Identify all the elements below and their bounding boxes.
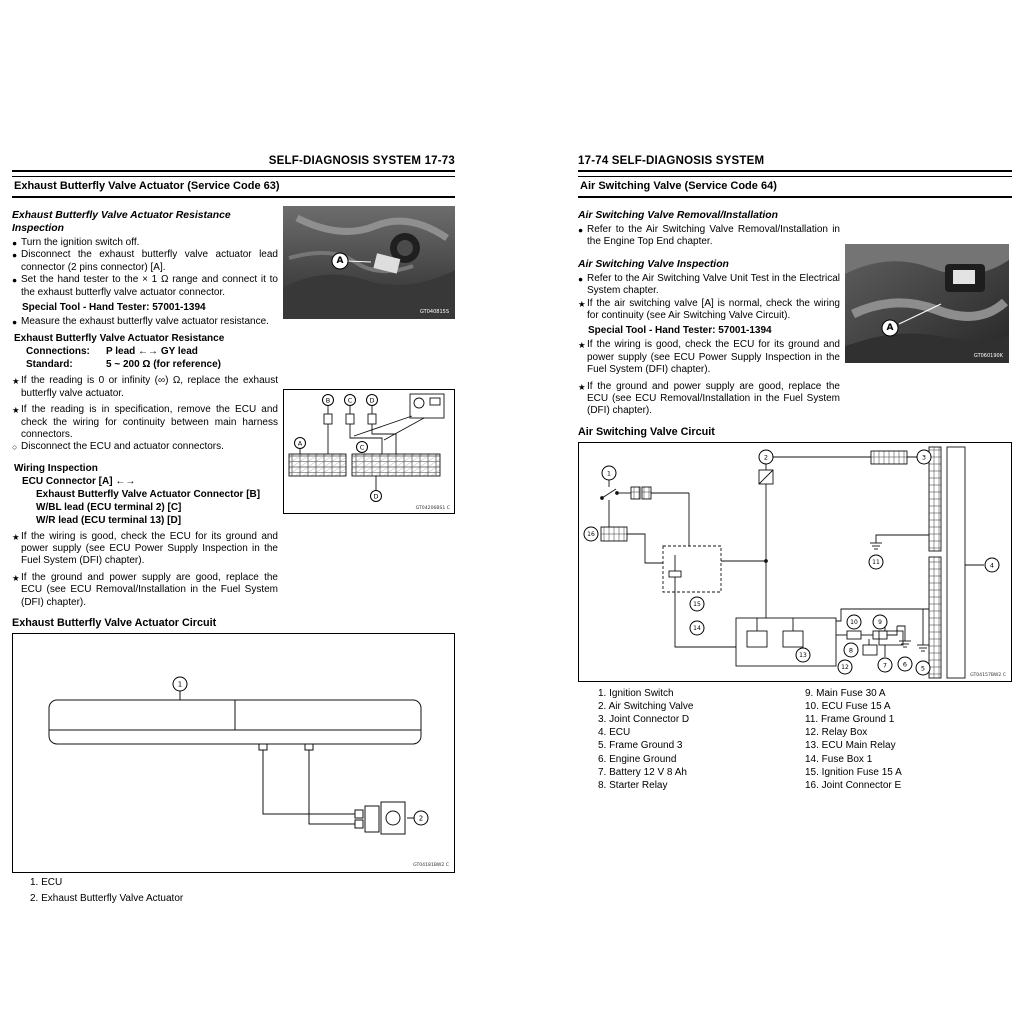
star-marker: ★ [12, 376, 20, 387]
wiring-line-actuator-connector: Exhaust Butterfly Valve Actuator Connector [B] [36, 488, 261, 500]
legend-item: 11. Frame Ground 1 [805, 714, 895, 726]
wiring-line-wr-lead: W/R lead (ECU terminal 13) [D] [36, 514, 182, 526]
step-disconnect-connector: ● Disconnect the exhaust butterfly valve actuator lead connector (2 pins connector) [A]. [12, 249, 278, 273]
svg-text:1: 1 [177, 680, 183, 689]
svg-text:C: C [359, 443, 365, 452]
subsection-valve-inspection: Air Switching Valve Inspection [578, 258, 729, 270]
svg-text:2: 2 [418, 814, 424, 823]
circle-marker: ○ [12, 442, 18, 453]
svg-text:A: A [336, 256, 344, 266]
note-valve-normal: ★ If the air switching valve [A] is normal, check the wiring for continuity (see Air Switching Valve Circuit). [578, 297, 840, 321]
legend-item: 1. Ignition Switch [598, 687, 674, 699]
svg-text:6: 6 [902, 660, 908, 669]
svg-text:9: 9 [878, 618, 882, 626]
page-right [578, 155, 1012, 792]
right-text-column [578, 206, 840, 418]
valve-photo-image [845, 244, 1009, 363]
ecu-connector-strip [289, 454, 346, 476]
note-refer-unit-test: ● Refer to the Air Switching Valve Unit Test in the Electrical System chapter. [578, 272, 840, 297]
subsection-resistance-inspection: Exhaust Butterfly Valve Actuator Resistance Inspection [12, 210, 231, 234]
svg-text:D: D [369, 396, 375, 405]
wiring-inspection-block [14, 462, 278, 527]
legend-column-right [805, 687, 1012, 793]
legend-item: 12. Relay Box [805, 727, 868, 739]
bullet-marker: ● [578, 273, 584, 284]
legend-item: 13. ECU Main Relay [805, 740, 896, 752]
svg-text:3: 3 [921, 453, 927, 462]
special-tool-note: Special Tool - Hand Tester: 57001-1394 [22, 301, 206, 313]
svg-text:A: A [886, 323, 894, 333]
right-content-columns [578, 206, 1012, 418]
note-replace-ecu: ★ If the ground and power supply are good, replace the ECU (see ECU Removal/Installation in the Fuel System (DFI) chapter). [578, 380, 840, 417]
exhaust-circuit-caption-2: 2. Exhaust Butterfly Valve Actuator [30, 893, 184, 905]
star-marker: ★ [578, 381, 586, 392]
page-left [12, 155, 455, 905]
svg-text:C: C [347, 396, 353, 405]
diagram-code: GT04206BS1 C [415, 506, 450, 511]
wiring-inspection-diagram [283, 389, 455, 514]
legend-item: 9. Main Fuse 30 A [805, 687, 886, 699]
bullet-marker: ● [12, 275, 18, 286]
legend-item: 14. Fuse Box 1 [805, 753, 873, 765]
note-wiring-good: ★ If the wiring is good, check the ECU for its ground and power supply (see ECU Power Supply Inspection in the Fuel System (DFI) chapter). [12, 530, 278, 567]
legend-item: 3. Joint Connector D [598, 714, 690, 726]
star-marker: ★ [12, 531, 20, 542]
svg-text:B: B [325, 396, 331, 405]
step-set-hand-tester: ● Set the hand tester to the × 1 Ω range and connect it to the exhaust butterfly valve actuator connector. [12, 274, 278, 298]
star-marker: ★ [578, 340, 586, 351]
bullet-marker: ● [578, 225, 584, 235]
left-content-columns [12, 206, 455, 609]
legend-item: 16. Joint Connector E [805, 780, 902, 791]
circuit-legend [598, 687, 1012, 793]
photo-code: GT060190K [973, 353, 1003, 359]
legend-item: 5. Frame Ground 3 [598, 740, 683, 752]
svg-text:1: 1 [606, 469, 612, 478]
step-ignition-off: ● Turn the ignition switch off. [12, 237, 140, 248]
note-replace-ecu: ★ If the ground and power supply are good, replace the ECU (see ECU Removal/Installation in the Fuel System (DFI) chapter). [12, 571, 278, 608]
diagram-code: GT04157BW2 C [970, 672, 1006, 678]
note-reading-in-spec: ★ If the reading is in specification, remove the ECU and check the wiring for continuity between main harness connectors. [12, 404, 278, 440]
actuator-connector-strip [352, 454, 440, 476]
left-text-column [12, 206, 278, 609]
svg-text:10: 10 [850, 618, 858, 626]
svg-text:15: 15 [693, 600, 701, 608]
svg-text:2: 2 [763, 453, 769, 462]
spec-standard-row: Standard: 5 ~ 200 Ω (for reference) [26, 359, 222, 371]
svg-text:12: 12 [841, 663, 849, 671]
bullet-marker: ● [12, 316, 18, 327]
subsection-removal-installation: Air Switching Valve Removal/Installation [578, 210, 778, 221]
legend-item: 7. Battery 12 V 8 Ah [598, 766, 687, 778]
air-switching-valve-circuit-diagram [578, 442, 1012, 682]
legend-column-left [598, 687, 805, 793]
actuator-connector-photo [283, 206, 455, 319]
diagram-code: GT04181BW2 C [413, 863, 449, 869]
exhaust-circuit-diagram [12, 633, 455, 873]
svg-text:D: D [373, 492, 379, 501]
svg-text:14: 14 [693, 624, 701, 632]
actuator-shape [381, 802, 405, 834]
right-side-column [845, 244, 1009, 418]
air-switching-valve-photo [845, 244, 1009, 363]
wiring-line-ecu-connector: ECU Connector [A] ←→ [22, 475, 136, 487]
section-title-air-switching-valve: Air Switching Valve (Service Code 64) [578, 176, 1012, 198]
resistance-spec-block [14, 332, 278, 371]
note-refer-removal: ● Refer to the Air Switching Valve Removal/Installation in the Engine Top End chapter. [578, 224, 840, 248]
svg-text:11: 11 [872, 558, 880, 566]
exhaust-circuit-heading: Exhaust Butterfly Valve Actuator Circuit [12, 617, 217, 630]
svg-text:8: 8 [848, 646, 854, 655]
star-marker: ★ [12, 572, 20, 583]
air-circuit-heading: Air Switching Valve Circuit [578, 425, 715, 438]
special-tool-note: Special Tool - Hand Tester: 57001-1394 [588, 325, 772, 337]
spec-title: Exhaust Butterfly Valve Actuator Resistance [14, 333, 225, 345]
svg-text:16: 16 [587, 530, 595, 538]
note-reading-zero-infinity: ★ If the reading is 0 or infinity (∞) Ω, replace the exhaust butterfly valve actuator. [12, 375, 278, 399]
svg-text:13: 13 [799, 651, 807, 659]
legend-item: 2. Air Switching Valve [598, 700, 694, 712]
legend-item: 6. Engine Ground [598, 753, 677, 765]
page-left-header: SELF-DIAGNOSIS SYSTEM 17-73 [12, 155, 455, 172]
page-right-header: 17-74 SELF-DIAGNOSIS SYSTEM [578, 155, 1012, 172]
legend-item: 15. Ignition Fuse 15 A [805, 766, 902, 778]
bullet-marker: ● [12, 250, 18, 261]
star-marker: ★ [12, 405, 20, 416]
spec-connections-row: Connections: P lead ←→ GY lead [26, 346, 198, 358]
note-wiring-good: ★ If the wiring is good, check the ECU for its ground and power supply (see ECU Power Supply Inspection in the Fuel System (DFI) chapter). [578, 339, 840, 376]
wiring-line-wbl-lead: W/BL lead (ECU terminal 2) [C] [36, 501, 182, 513]
svg-text:7: 7 [882, 661, 888, 670]
svg-text:A: A [297, 439, 303, 448]
wiring-diagram-callouts [295, 395, 382, 502]
svg-text:5: 5 [920, 664, 926, 673]
svg-text:4: 4 [989, 561, 995, 570]
left-side-column [283, 206, 455, 609]
exhaust-circuit-caption-1: 1. ECU [30, 877, 63, 889]
step-measure-resistance: ● Measure the exhaust butterfly valve actuator resistance. [12, 315, 269, 327]
legend-item: 8. Starter Relay [598, 780, 668, 791]
section-title-exhaust-butterfly: Exhaust Butterfly Valve Actuator (Service Code 63) [12, 176, 455, 198]
note-disconnect-ecu: ○ Disconnect the ECU and actuator connectors. [12, 441, 224, 453]
photo-code: GT040815S [419, 309, 449, 315]
exhaust-circuit-callouts [173, 677, 428, 825]
bullet-marker: ● [12, 238, 18, 248]
legend-item: 4. ECU [598, 727, 631, 739]
actuator-photo-image [283, 206, 455, 319]
star-marker: ★ [578, 298, 586, 309]
legend-item: 10. ECU Fuse 15 A [805, 700, 891, 712]
wiring-inspection-title: Wiring Inspection [14, 462, 98, 474]
